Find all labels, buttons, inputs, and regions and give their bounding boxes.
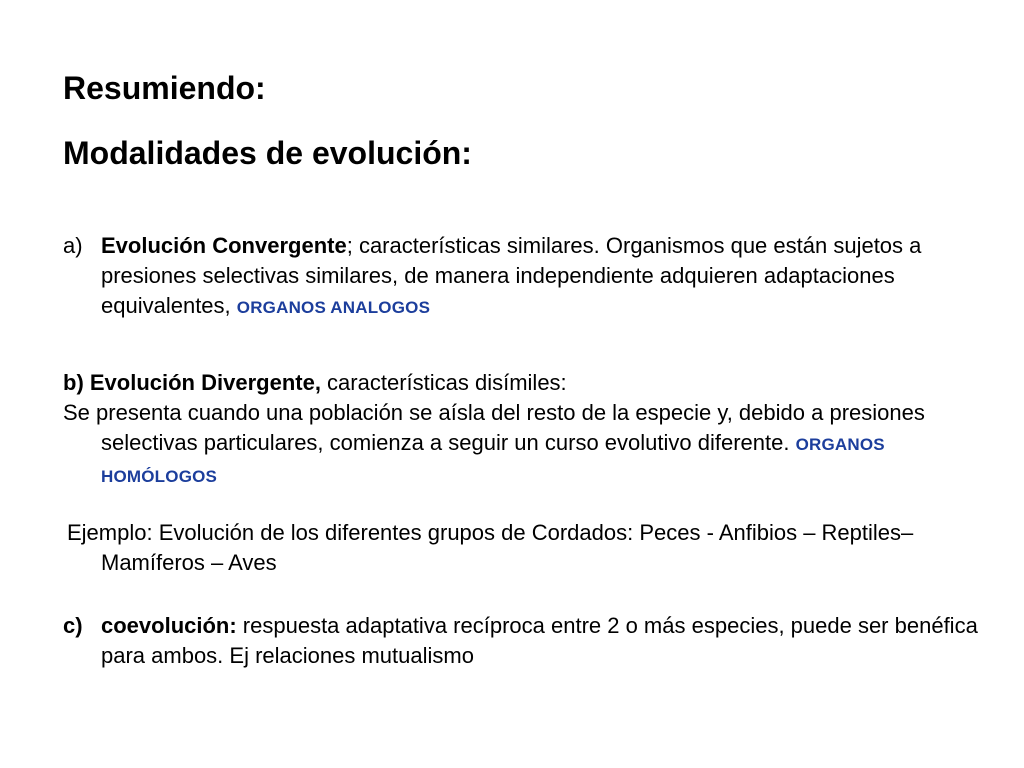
item-b-block	[63, 368, 993, 492]
item-c-marker: c)	[63, 613, 83, 638]
slide-title: Resumiendo:	[63, 70, 266, 106]
item-b-text-body: Se presenta cuando una población se aísla del resto de la especie y, debido a presiones selectivas particulares, comienza a seguir un curso evolutivo diferente.	[63, 400, 925, 455]
item-c-text: respuesta adaptativa recíproca entre 2 o más especies, puede ser benéfica para ambos. Ej relaciones mutualismo	[101, 613, 978, 668]
item-b-term: b) Evolución Divergente,	[63, 370, 321, 395]
item-a-text: ; características similares. Organismos que están sujetos a presiones selectivas similares, de manera independiente adquieren adaptaciones equivalentes,	[101, 233, 922, 318]
item-b-highlight: ORGANOS HOMÓLOGOS	[101, 435, 885, 486]
example-text: Ejemplo: Evolución de los diferentes grupos de Cordados: Peces - Anfibios – Reptiles– Mamíferos – Aves	[67, 520, 914, 575]
item-a-marker: a)	[63, 233, 83, 258]
item-c-term: coevolución:	[101, 613, 237, 638]
example-paragraph	[67, 518, 993, 578]
item-c-paragraph	[63, 611, 993, 671]
slide-subtitle: Modalidades de evolución:	[63, 135, 472, 171]
item-a-term: Evolución Convergente	[101, 233, 347, 258]
item-b-body	[63, 398, 993, 492]
item-b-text-line1: características disímiles:	[320, 370, 567, 395]
item-a-paragraph	[63, 231, 993, 323]
item-a-highlight: ORGANOS ANALOGOS	[236, 298, 431, 317]
item-b-heading-line	[63, 368, 993, 398]
